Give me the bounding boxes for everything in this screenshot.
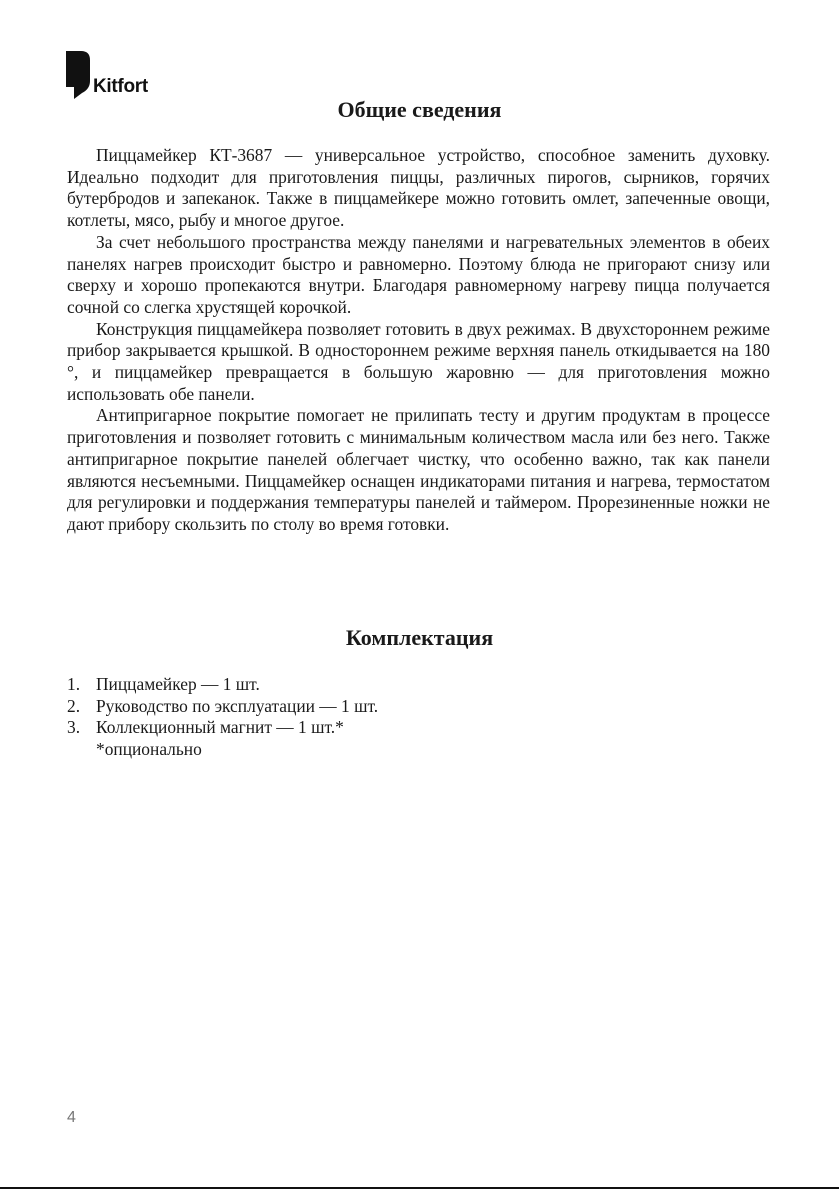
list-item-text: Руководство по эксплуатации — 1 шт. [96, 695, 379, 716]
list-item [67, 674, 667, 696]
general-info-body [67, 145, 770, 536]
paragraph: Конструкция пиццамейкера позволяет готовить в двух режимах. В двухстороннем режиме прибор закрывается крышкой. В одностороннем режиме верхняя панель откидывается на 180 °, и пиццамейкер превращается в большую жаровню — для приготовления можно использовать обе панели. [67, 318, 770, 404]
list-item [67, 717, 667, 739]
section-title-kit: Комплектация [345, 625, 494, 650]
section-title-general: Общие сведения [337, 97, 502, 122]
paragraph: За счет небольшого пространства между панелями и нагревательных элементов в обеих панелях нагрев происходит быстро и равномерно. Поэтому блюда не пригорают снизу или сверху и хорошо пропекаются внутри. Благодаря равномерному нагреву пицца получается сочной со слегка хрустящей корочкой. [67, 231, 770, 317]
list-item [67, 696, 667, 718]
kit-list [67, 674, 667, 739]
list-item-number: 3. [67, 717, 81, 738]
brand-name: Kitfort [93, 76, 148, 97]
kit-footnote: *опционально [96, 739, 202, 759]
brand-logo [66, 49, 148, 99]
list-item-number: 2. [67, 695, 81, 716]
list-item-number: 1. [67, 674, 81, 694]
list-item-text: Коллекционный магнит — 1 шт.* [96, 717, 344, 738]
list-item-text: Пиццамейкер — 1 шт. [96, 674, 260, 694]
page-number: 4 [67, 1109, 76, 1126]
kitfort-logo-icon [66, 51, 90, 99]
paragraph: Пиццамейкер КТ-3687 — универсальное устройство, способное заменить духовку. Идеально подходит для приготовления пиццы, различных пирогов, сырников, горячих бутербродов и запеканок. Также в пиццамейкере можно готовить омлет, запеченные овощи, котлеты, мясо, рыбу и многое другое. [67, 145, 770, 231]
paragraph: Антипригарное покрытие помогает не прилипать тесту и другим продуктам в процессе приготовления и позволяет готовить с минимальным количеством масла или без него. Также антипригарное покрытие панелей облегчает чистку, что особенно важно, так как панели являются несъемными. Пиццамейкер оснащен индикаторами питания и нагрева, термостатом для регулировки и поддержания температуры панелей и таймером. Прорезиненные ножки не дают прибору скользить по столу во время готовки. [67, 405, 770, 534]
